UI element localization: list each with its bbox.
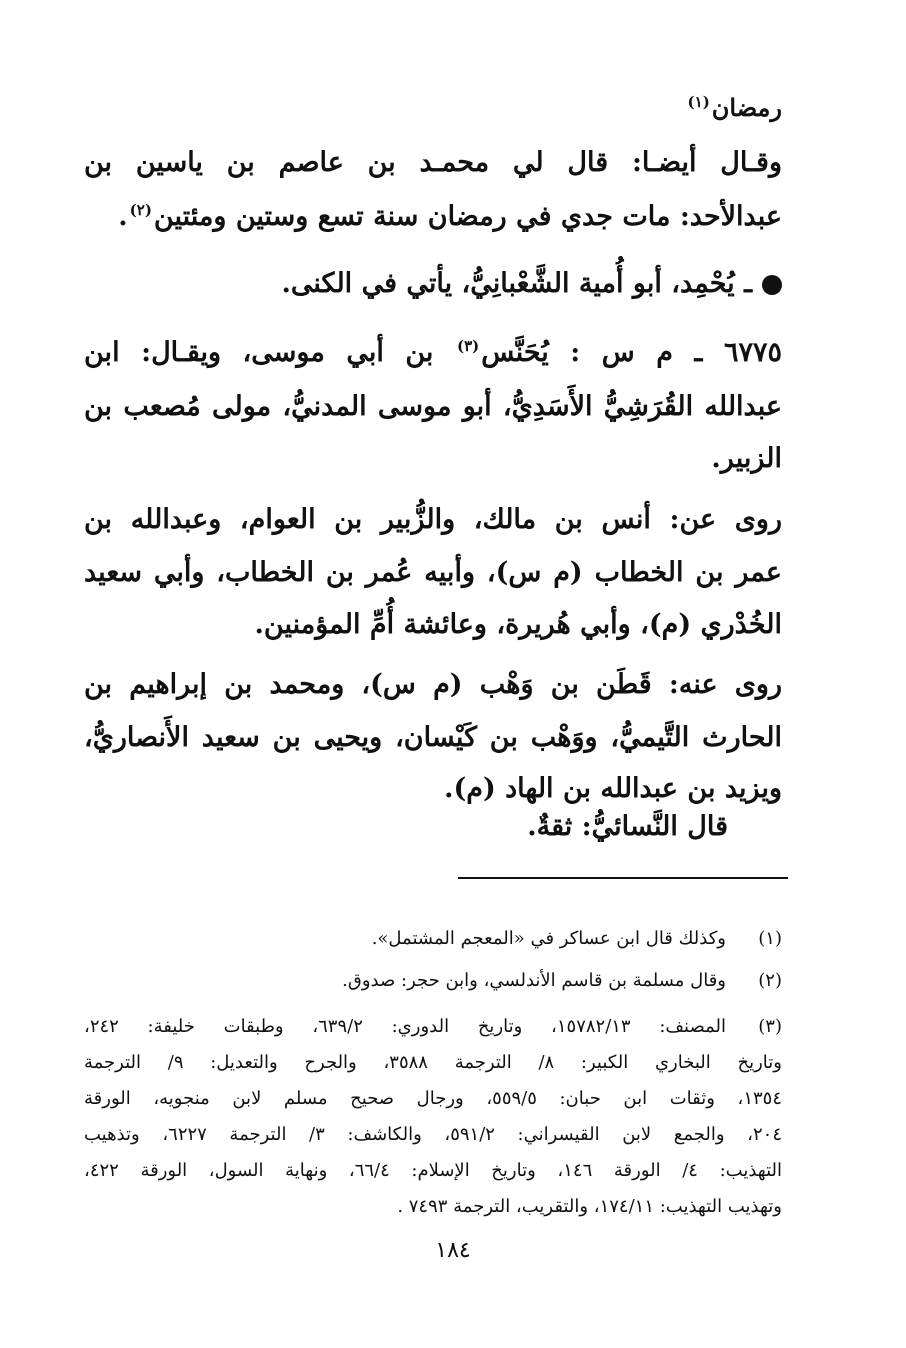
page-number: ١٨٤ (435, 1238, 471, 1263)
footnote-2-text: وقال مسلمة بن قاسم الأندلسي، وابن حجر: صدوق. (342, 970, 726, 991)
narrated-from-label: روى عن: (669, 504, 782, 535)
footnote-2-number: (٢) (758, 970, 782, 991)
narrated-from-line1 (84, 493, 782, 547)
footnote-3-line6: وتهذيب التهذيب: ١٧٤/١١، والتقريب، الترجمة ٧٤٩٣ . (397, 1196, 782, 1217)
header-word: رمضان (711, 93, 782, 122)
footnote-3-line1: المصنف: ١٥٧٨٢/١٣، وتاريخ الدوري: ٦٣٩/٢، وطبقات خليفة: ٢٤٢، (84, 1016, 726, 1037)
narrated-by-line1-text: قَطَن بن وَهْب (م س)، ومحمد بن إبراهيم بن (84, 669, 652, 700)
bullet-icon (762, 275, 782, 295)
narrated-from-line3: الخُدْري (م)، وأبي هُريرة، وعائشة أُمِّ المؤمنين. (254, 609, 782, 640)
running-header (686, 88, 782, 128)
para1-line2-end: . (118, 201, 128, 232)
narrated-by-label: روى عنه: (668, 669, 783, 700)
footnote-separator (458, 877, 788, 879)
entry-6775-line1-rest: بن أبي موسى، ويقـال: ابن (84, 337, 434, 368)
narrated-from-line1-text: أنس بن مالك، والزُّبير بن العوام، وعبدالله بن (84, 504, 651, 535)
footnote-3-line2: وتاريخ البخاري الكبير: ٨/ الترجمة ٣٥٨٨، والجرح والتعديل: ٩/ الترجمة (84, 1052, 782, 1073)
para1-line1: وقـال أيضـا: قال لي محمـد بن عاصم بن ياسين بن (84, 147, 782, 178)
footnote-1-number: (١) (758, 928, 782, 949)
narrated-by-line3: ويزيد بن عبدالله بن الهاد (م). (444, 773, 782, 804)
verdict-line: قال النَّسائيُّ: ثقةٌ. (527, 811, 728, 842)
footnote-1-text: وكذلك قال ابن عساكر في «المعجم المشتمل». (371, 928, 726, 949)
para1-line2-text: عبدالأحد: مات جدي في رمضان سنة تسع وستين ومئتين (153, 201, 782, 232)
footnote-ref-1: (١) (687, 93, 710, 111)
entry-6775-line2: عبدالله القُرَشِيُّ الأَسَدِيُّ، أبو موسى المدنيُّ، مولى مُصعب بن (84, 391, 782, 422)
entry-6775-line1 (84, 326, 782, 380)
footnote-3-line5: التهذيب: ٤/ الورقة ١٤٦، وتاريخ الإسلام: ٦٦/٤، ونهاية السول، الورقة ٤٢٢، (84, 1160, 782, 1181)
entry-6775-line3: الزبير. (711, 443, 782, 474)
entry-yuhmid-text: ـ يُحْمِد، أبو أُمية الشَّعْبانِيُّ، يأتي في الكنى. (281, 268, 752, 299)
footnote-3-line4: ٢٠٤، والجمع لابن القيسراني: ٥٩١/٢، والكاشف: ٣/ الترجمة ٦٢٢٧، وتذهيب (84, 1124, 782, 1145)
footnote-ref-3: (٣) (456, 337, 480, 355)
entry-6775-prefix: ٦٧٧٥ ـ م س : يُحَنَّس (481, 337, 782, 368)
entry-yuhmid (281, 257, 782, 311)
footnote-3-number: (٣) (758, 1016, 782, 1037)
footnote-3-line3: ١٣٥٤، وثقات ابن حبان: ٥٥٩/٥، ورجال صحيح مسلم لابن منجويه، الورقة (84, 1088, 782, 1109)
para1-line2 (118, 190, 782, 244)
narrated-from-line2: عمر بن الخطاب (م س)، وأبيه عُمر بن الخطاب، وأبي سعيد (84, 557, 782, 588)
footnote-ref-2: (٢) (129, 201, 152, 219)
narrated-by-line1 (84, 658, 782, 712)
narrated-by-line2: الحارث التَّيميُّ، ووَهْب بن كَيْسان، ويحيى بن سعيد الأَنصاريُّ، (84, 722, 782, 753)
